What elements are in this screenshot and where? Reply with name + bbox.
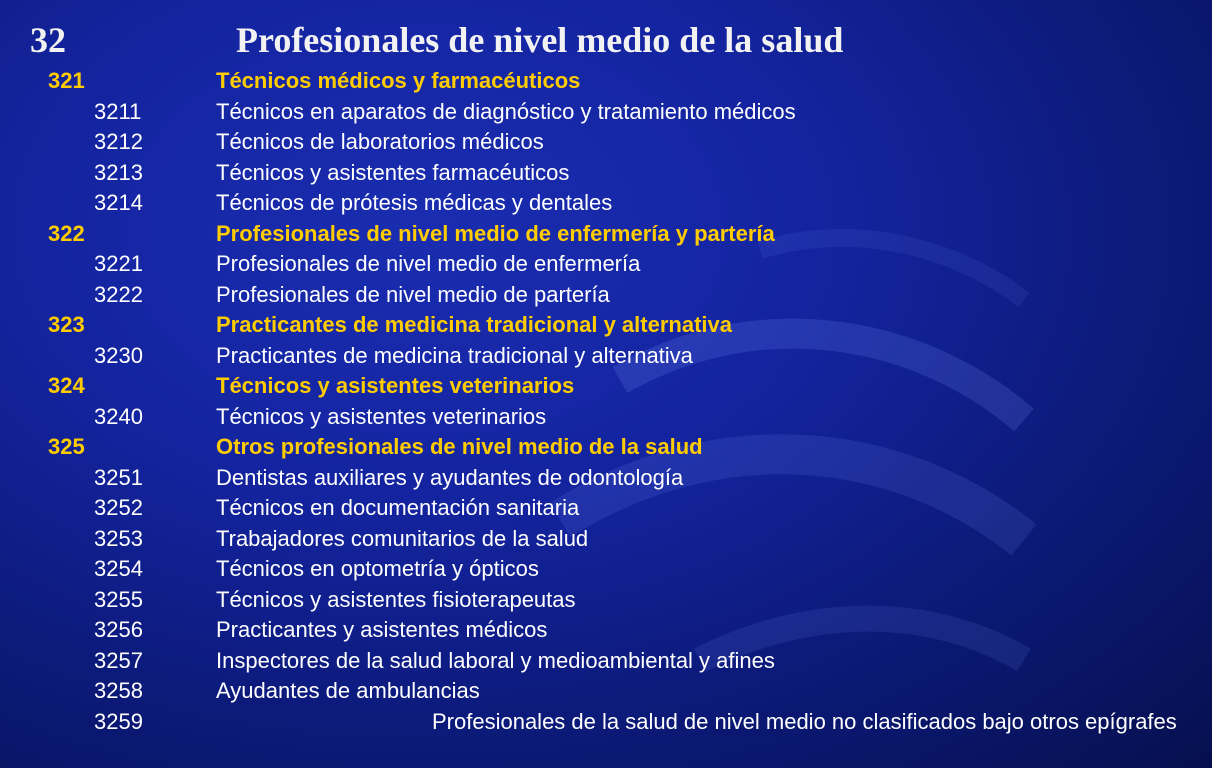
occupation-code-list <box>0 66 1177 734</box>
row-code: 3251 <box>94 464 143 490</box>
row-label: Otros profesionales de nivel medio de la salud <box>216 434 703 459</box>
row-code: 3221 <box>94 251 143 276</box>
row-code: 324 <box>48 373 85 398</box>
row-code: 3253 <box>94 525 143 551</box>
list-item <box>0 493 1024 524</box>
row-code: 3252 <box>94 495 143 520</box>
row-code: 3256 <box>94 617 143 642</box>
row-label: Técnicos médicos y farmacéuticos <box>216 68 581 93</box>
row-code: 3258 <box>94 678 143 703</box>
group-row <box>0 432 1024 463</box>
list-item <box>0 615 1024 646</box>
row-label: Profesionales de la salud de nivel medio no clasificados bajo otros epígrafes <box>432 708 1177 734</box>
list-item <box>0 280 1024 311</box>
row-label: Dentistas auxiliares y ayudantes de odontología <box>216 464 684 490</box>
row-label: Técnicos y asistentes veterinarios <box>216 403 547 429</box>
row-code: 3240 <box>94 403 143 429</box>
list-item <box>0 127 1024 158</box>
row-code: 3213 <box>94 159 143 185</box>
row-label: Trabajadores comunitarios de la salud <box>216 525 589 551</box>
row-label: Practicantes de medicina tradicional y alternativa <box>216 312 732 337</box>
page-title <box>30 18 1024 62</box>
row-label: Técnicos en aparatos de diagnóstico y tratamiento médicos <box>216 98 796 124</box>
row-label: Profesionales de nivel medio de enfermería <box>216 251 641 276</box>
list-item <box>0 158 1024 189</box>
row-code: 3230 <box>94 342 143 368</box>
row-code: 321 <box>48 68 85 93</box>
list-item <box>0 97 1024 128</box>
row-label: Ayudantes de ambulancias <box>216 678 480 703</box>
row-label: Técnicos en documentación sanitaria <box>216 495 580 520</box>
row-code: 3259 <box>94 708 143 734</box>
row-label: Practicantes de medicina tradicional y alternativa <box>216 342 693 368</box>
row-code: 325 <box>48 434 85 459</box>
row-label: Practicantes y asistentes médicos <box>216 617 548 642</box>
row-label: Técnicos en optometría y ópticos <box>216 556 539 581</box>
list-item <box>0 249 1024 280</box>
list-item <box>0 646 1024 677</box>
row-label: Inspectores de la salud laboral y medioambiental y afines <box>216 647 775 673</box>
row-label: Técnicos de laboratorios médicos <box>216 129 544 154</box>
list-item <box>0 585 1024 616</box>
row-label: Profesionales de nivel medio de partería <box>216 281 610 307</box>
row-label: Técnicos y asistentes fisioterapeutas <box>216 586 576 612</box>
row-code: 3211 <box>94 98 142 124</box>
list-item <box>0 524 1024 555</box>
list-item <box>0 707 1177 734</box>
title-text: Profesionales de nivel medio de la salud <box>236 20 844 60</box>
group-row <box>0 219 1024 250</box>
title-code: 32 <box>30 20 66 60</box>
row-code: 3212 <box>94 129 143 154</box>
list-item <box>0 188 1024 219</box>
row-code: 322 <box>48 220 85 246</box>
list-item <box>0 463 1024 494</box>
row-label: Técnicos de prótesis médicas y dentales <box>216 190 613 215</box>
group-row <box>0 371 1024 402</box>
row-code: 3257 <box>94 647 143 673</box>
row-code: 323 <box>48 312 85 337</box>
list-item <box>0 554 1024 585</box>
row-code: 3255 <box>94 586 143 612</box>
list-item <box>0 402 1024 433</box>
group-row <box>0 310 1024 341</box>
row-code: 3222 <box>94 281 143 307</box>
group-row <box>0 66 1024 97</box>
list-item <box>0 341 1024 372</box>
row-label: Profesionales de nivel medio de enfermería y partería <box>216 220 775 246</box>
row-label: Técnicos y asistentes farmacéuticos <box>216 159 570 185</box>
row-code: 3214 <box>94 190 143 215</box>
row-label: Técnicos y asistentes veterinarios <box>216 373 575 398</box>
list-item <box>0 676 1024 707</box>
row-code: 3254 <box>94 556 143 581</box>
